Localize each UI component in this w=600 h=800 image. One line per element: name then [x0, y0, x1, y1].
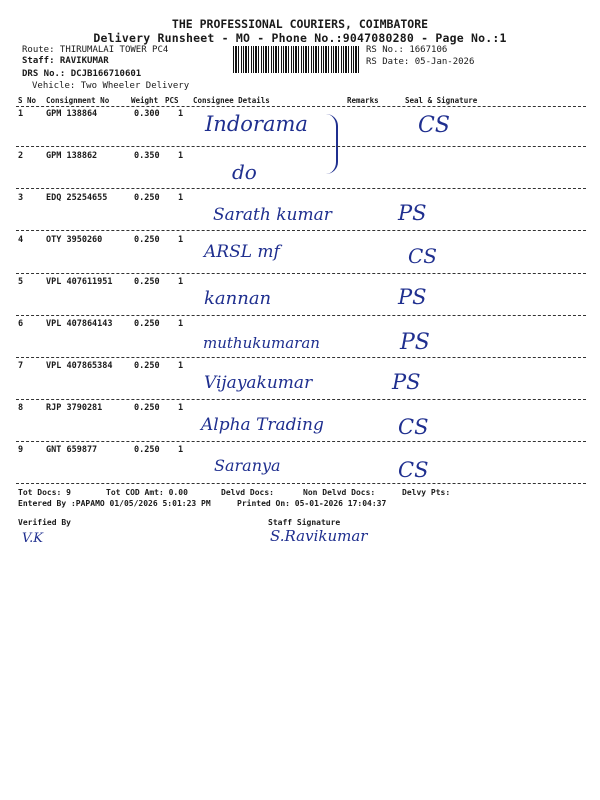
- row-consignment: EDQ 25254655: [46, 193, 108, 203]
- col-consignee: Consignee Details: [193, 96, 270, 105]
- row-consignment: VPL 407864143: [46, 319, 113, 329]
- row-consignee-handwriting: Alpha Trading: [201, 415, 324, 435]
- row-pcs: 1: [178, 445, 184, 455]
- row-rule: [16, 483, 586, 484]
- row-rule: [16, 315, 586, 316]
- header-rule: [16, 106, 586, 107]
- row-sno: 7: [18, 361, 24, 371]
- drs-number: DRS No.: DCJB166710601: [22, 69, 142, 79]
- row-weight: 0.250: [134, 235, 160, 245]
- staff-signature-label: Staff Signature: [268, 518, 341, 527]
- row-pcs: 1: [178, 319, 184, 329]
- row-consignee-handwriting: do: [232, 160, 257, 184]
- row-pcs: 1: [178, 235, 184, 245]
- row-consignee-handwriting: muthukumaran: [203, 334, 320, 352]
- entered-by: Entered By :PAPAMO 01/05/2026 5:01:23 PM: [18, 499, 211, 508]
- company-title: THE PROFESSIONAL COURIERS, COIMBATORE: [171, 17, 429, 31]
- col-sno: S No: [18, 96, 37, 105]
- row-sno: 8: [18, 403, 24, 413]
- col-weight: Weight: [131, 96, 159, 105]
- row-consignment: GPM 138864: [46, 109, 98, 119]
- row-rule: [16, 146, 586, 147]
- staff-label: Staff: RAVIKUMAR: [22, 56, 109, 66]
- row-sno: 3: [18, 193, 24, 203]
- row-pcs: 1: [178, 361, 184, 371]
- row-weight: 0.250: [134, 445, 160, 455]
- row-rule: [16, 357, 586, 358]
- row-pcs: 1: [178, 403, 184, 413]
- row-seal-handwriting: PS: [398, 201, 427, 225]
- row-weight: 0.250: [134, 193, 160, 203]
- non-delivered-docs: Non Delvd Docs:: [303, 488, 376, 497]
- barcode: [233, 46, 361, 73]
- row-seal-handwriting: CS: [398, 458, 429, 482]
- total-cod: Tot COD Amt: 0.00: [106, 488, 188, 497]
- delivery-points: Delvy Pts:: [402, 488, 451, 497]
- row-pcs: 1: [178, 193, 184, 203]
- row-rule: [16, 399, 586, 400]
- row-consignee-handwriting: Indorama: [205, 112, 308, 136]
- row-sno: 5: [18, 277, 24, 287]
- row-pcs: 1: [178, 151, 184, 161]
- row-consignment: GNT 659877: [46, 445, 98, 455]
- row-consignment: OTY 3950260: [46, 235, 103, 245]
- row-seal-handwriting: PS: [392, 370, 421, 394]
- runsheet-subtitle: Delivery Runsheet - MO - Phone No.:9047080280 - Page No.:1: [93, 31, 507, 45]
- row-consignee-handwriting: kannan: [204, 288, 272, 309]
- row-pcs: 1: [178, 277, 184, 287]
- ditto-bracket: [322, 114, 338, 174]
- vehicle-label: Vehicle: Two Wheeler Delivery: [32, 81, 190, 91]
- verified-by-label: Verified By: [18, 518, 71, 527]
- row-weight: 0.300: [134, 109, 160, 119]
- row-weight: 0.250: [134, 403, 160, 413]
- col-remarks: Remarks: [347, 96, 379, 105]
- col-seal: Seal & Signature: [405, 96, 478, 105]
- verified-signature: V.K: [22, 531, 43, 546]
- row-consignee-handwriting: Saranya: [214, 456, 281, 475]
- row-rule: [16, 273, 586, 274]
- row-weight: 0.250: [134, 319, 160, 329]
- row-consignment: RJP 3790281: [46, 403, 103, 413]
- staff-signature: S.Ravikumar: [270, 527, 368, 545]
- row-consignment: GPM 138862: [46, 151, 98, 161]
- row-sno: 4: [18, 235, 24, 245]
- route-label: Route: THIRUMALAI TOWER PC4: [22, 45, 169, 55]
- row-seal-handwriting: PS: [400, 330, 430, 355]
- row-seal-handwriting: CS: [418, 113, 450, 138]
- row-sno: 9: [18, 445, 24, 455]
- row-consignee-handwriting: Vijayakumar: [204, 373, 313, 393]
- total-docs: Tot Docs: 9: [18, 488, 71, 497]
- row-seal-handwriting: PS: [398, 285, 427, 309]
- row-rule: [16, 230, 586, 231]
- row-sno: 6: [18, 319, 24, 329]
- row-sno: 2: [18, 151, 24, 161]
- delivered-docs: Delvd Docs:: [221, 488, 274, 497]
- col-pcs: PCS: [165, 96, 179, 105]
- row-rule: [16, 188, 586, 189]
- row-consignee-handwriting: Sarath kumar: [213, 205, 332, 225]
- row-rule: [16, 441, 586, 442]
- row-pcs: 1: [178, 109, 184, 119]
- row-weight: 0.250: [134, 361, 160, 371]
- rs-number: RS No.: 1667106: [366, 45, 448, 55]
- row-weight: 0.350: [134, 151, 160, 161]
- row-weight: 0.250: [134, 277, 160, 287]
- rs-date: RS Date: 05-Jan-2026: [366, 57, 475, 67]
- row-sno: 1: [18, 109, 24, 119]
- col-consignment: Consignment No: [46, 96, 110, 105]
- row-consignment: VPL 407611951: [46, 277, 113, 287]
- row-consignment: VPL 407865384: [46, 361, 113, 371]
- row-seal-handwriting: CS: [408, 244, 438, 268]
- row-seal-handwriting: CS: [398, 415, 429, 439]
- printed-on: Printed On: 05-01-2026 17:04:37: [237, 499, 387, 508]
- row-consignee-handwriting: ARSL mf: [204, 242, 280, 262]
